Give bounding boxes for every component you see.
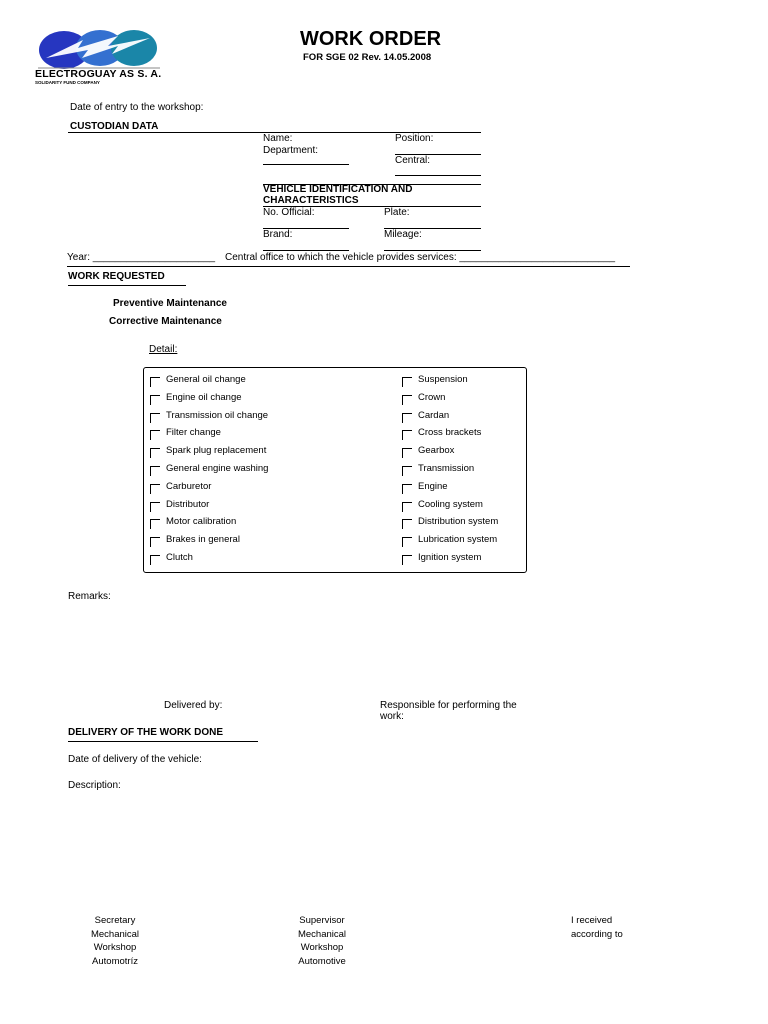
- checkbox-icon[interactable]: [402, 466, 412, 476]
- checkbox-icon[interactable]: [402, 430, 412, 440]
- supervisor-line-4: Automotive: [298, 955, 346, 967]
- checklist-item-label: Carburetor: [166, 480, 212, 492]
- checklist-item-label: Cooling system: [418, 498, 483, 510]
- company-logo: [38, 28, 160, 72]
- delivery-date-label: Date of delivery of the vehicle:: [68, 754, 202, 765]
- checkbox-icon[interactable]: [150, 502, 160, 512]
- checkbox-icon[interactable]: [402, 537, 412, 547]
- responsible-label-1: Responsible for performing the: [380, 700, 517, 711]
- checkbox-icon[interactable]: [150, 377, 160, 387]
- checklist-item-label: Engine oil change: [166, 391, 242, 403]
- checkbox-icon[interactable]: [402, 448, 412, 458]
- secretary-line-2: Mechanical: [90, 928, 140, 940]
- checklist-item-label: Cross brackets: [418, 427, 482, 439]
- checkbox-icon[interactable]: [402, 395, 412, 405]
- vehicle-heading-2: CHARACTERISTICS: [263, 195, 359, 206]
- checkbox-icon[interactable]: [402, 377, 412, 387]
- checkbox-icon[interactable]: [150, 555, 160, 565]
- checkbox-icon[interactable]: [150, 484, 160, 494]
- no-official-label: No. Official:: [263, 207, 315, 218]
- position-label: Position:: [395, 133, 434, 144]
- checkbox-icon[interactable]: [150, 466, 160, 476]
- checklist-item-label: Cardan: [418, 409, 450, 421]
- secretary-line-1: Secretary: [94, 915, 136, 926]
- department-label: Department:: [263, 145, 319, 156]
- checklist-item-label: Crown: [418, 391, 446, 403]
- brand-field[interactable]: [263, 250, 349, 251]
- year-field[interactable]: Year: ______________________: [67, 252, 216, 263]
- page-title: WORK ORDER: [300, 28, 442, 50]
- responsible-label-2: work:: [380, 711, 404, 722]
- supervisor-line-1: Supervisor: [299, 915, 345, 926]
- checklist-item-label: Engine: [418, 480, 448, 492]
- supervisor-line-2: Mechanical: [297, 928, 347, 940]
- name-label: Name:: [263, 133, 293, 144]
- received-signature: [571, 914, 651, 941]
- checkbox-icon[interactable]: [150, 395, 160, 405]
- corrective-option[interactable]: Corrective Maintenance: [109, 316, 222, 327]
- custodian-heading: CUSTODIAN DATA: [70, 121, 159, 132]
- brand-label: Brand:: [263, 229, 293, 240]
- checklist-item-label: Lubrication system: [418, 534, 498, 546]
- checklist-item-label: General oil change: [166, 374, 246, 385]
- supervisor-line-3: Workshop: [300, 942, 344, 953]
- received-line-1: I received: [571, 915, 613, 926]
- checkbox-icon[interactable]: [150, 448, 160, 458]
- checklist-item-label: Spark plug replacement: [166, 445, 267, 457]
- delivery-heading: DELIVERY OF THE WORK DONE: [68, 727, 224, 738]
- remarks-label: Remarks:: [68, 591, 111, 602]
- checklist-item-label: Transmission: [418, 463, 475, 474]
- vehicle-heading-1: VEHICLE IDENTIFICATION AND: [263, 184, 413, 195]
- company-tagline: SOLIDARITY FUND COMPANY: [35, 80, 100, 85]
- checkbox-icon[interactable]: [402, 484, 412, 494]
- checklist-item-label: Distribution system: [418, 516, 499, 528]
- checklist-item-label: Suspension: [418, 374, 468, 385]
- checkbox-icon[interactable]: [150, 537, 160, 547]
- form-revision: FOR SGE 02 Rev. 14.05.2008: [303, 52, 432, 63]
- secretary-line-3: Workshop: [93, 942, 137, 953]
- work-requested-underline: [68, 285, 186, 286]
- checkbox-icon[interactable]: [402, 519, 412, 529]
- central-field[interactable]: [395, 175, 481, 176]
- checklist-item-label: General engine washing: [166, 463, 269, 474]
- checklist-item-label: Distributor: [166, 498, 210, 510]
- central-office-field[interactable]: Central office to which the vehicle provides services: ____________________________: [225, 252, 616, 263]
- received-line-2: according to: [571, 928, 623, 940]
- supervisor-signature: [282, 914, 362, 968]
- delivered-by-label: Delivered by:: [164, 700, 223, 711]
- checkbox-icon[interactable]: [402, 413, 412, 423]
- checkbox-icon[interactable]: [150, 519, 160, 529]
- department-field[interactable]: [263, 164, 349, 165]
- detail-label: Detail:: [149, 344, 178, 355]
- checklist-item-label: Filter change: [166, 427, 221, 439]
- mileage-label: Mileage:: [384, 229, 422, 240]
- checklist-item-label: Gearbox: [418, 445, 455, 457]
- preventive-option[interactable]: Preventive Maintenance: [113, 298, 227, 309]
- central-label: Central:: [395, 155, 431, 166]
- checkbox-icon[interactable]: [402, 555, 412, 565]
- checkbox-icon[interactable]: [402, 502, 412, 512]
- checklist-item-label: Ignition system: [418, 552, 482, 563]
- plate-label: Plate:: [384, 207, 410, 218]
- work-requested-heading: WORK REQUESTED: [68, 271, 165, 282]
- checklist-item-label: Transmission oil change: [166, 409, 269, 421]
- delivery-underline: [68, 741, 258, 742]
- secretary-line-4: Automotríz: [92, 955, 138, 967]
- checklist-item-label: Motor calibration: [166, 516, 237, 528]
- checklist-item-label: Brakes in general: [166, 534, 240, 546]
- description-label: Description:: [68, 780, 121, 791]
- checklist-item-label: Clutch: [166, 552, 193, 563]
- mileage-field[interactable]: [384, 250, 481, 251]
- year-row-underline: [67, 266, 630, 267]
- checkbox-icon[interactable]: [150, 430, 160, 440]
- secretary-signature: [75, 914, 155, 968]
- checkbox-icon[interactable]: [150, 413, 160, 423]
- date-entry-label: Date of entry to the workshop:: [70, 102, 204, 113]
- company-name: ELECTROGUAY AS S. A.: [35, 68, 162, 80]
